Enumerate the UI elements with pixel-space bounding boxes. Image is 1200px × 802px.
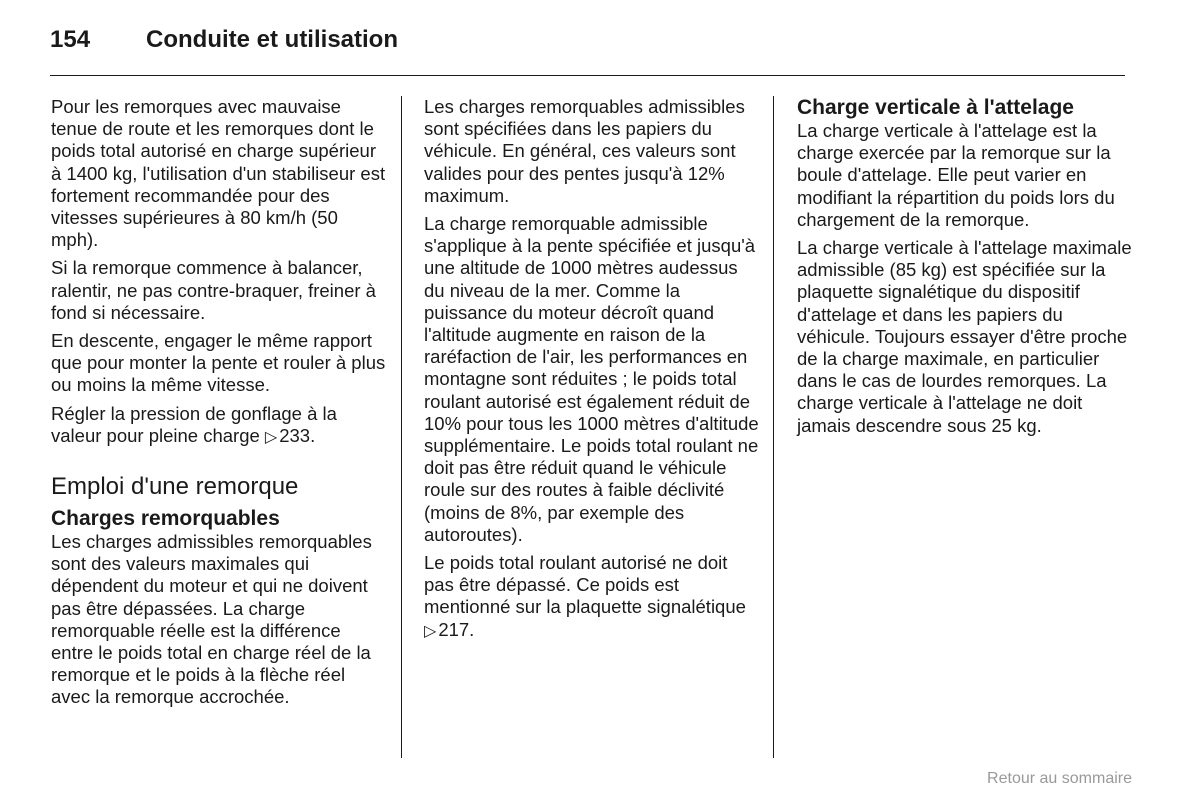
column-divider (773, 96, 774, 758)
column-2 (424, 96, 759, 649)
paragraph (51, 403, 386, 449)
paragraph: Si la remorque commence à balancer, ralentir, ne pas contre-braquer, freiner à fond si nécessaire. (51, 257, 376, 323)
paragraph: En descente, engager le même rapport que pour monter la pente et rouler à plus ou moins la même vitesse. (51, 330, 386, 396)
column-divider (401, 96, 402, 758)
page-title: Conduite et utilisation (146, 26, 398, 53)
page-reference-link[interactable]: 233. (279, 424, 316, 446)
header-divider (50, 75, 1125, 76)
paragraph: Les charges remorquables admissibles sont spécifiées dans les papiers du véhicule. En général, ces valeurs sont valides pour des pentes jusqu'à 12% maximum. (424, 96, 745, 206)
paragraph: Les charges admissibles remorquables sont des valeurs maximales qui dépendent du moteur et qui ne doivent pas être dépassées. La charge remorquable réelle est la différence entre le poids total en charge réel de la remorque et le poids à la flèche réel avec la remorque accrochée. (51, 531, 372, 708)
column-1 (51, 96, 386, 715)
paragraph: La charge verticale à l'attelage maximale admissible (85 kg) est spécifiée sur la plaquette signalétique du dispositif d'attelage et dans les papiers du véhicule. Toujours essayer d'être proche de la charge maximale, en particulier dans le cas de lourdes remorques. La charge verticale à l'attelage ne doit jamais descendre sous 25 kg. (797, 237, 1132, 436)
paragraph (424, 552, 759, 643)
paragraph: La charge remorquable admissible s'applique à la pente spécifiée et jusqu'à une altitude de 1000 mètres audessus du niveau de la mer. Comme la puissance du moteur décroît quand l'altitude augmente en raison de la raréfaction de l'air, les performances en montagne sont réduites ; le poids total roulant autorisé est également réduit de 10% pour tous les 1000 mètres d'altitude supplémentaire. Le poids total roulant ne doit pas être réduit quand le véhicule roule sur des routes à faible déclivité (moins de 8%, par exemple des autoroutes). (424, 213, 759, 545)
sub-heading: Charge verticale à l'attelage (797, 96, 1074, 119)
section-heading: Emploi d'une remorque (51, 473, 299, 501)
sub-heading: Charges remorquables (51, 507, 280, 531)
reference-arrow-icon: ▷ (424, 622, 437, 640)
paragraph-text: Régler la pression de gonflage à la valeur pour pleine charge (51, 402, 337, 446)
reference-arrow-icon: ▷ (264, 428, 278, 446)
back-to-contents-link[interactable]: Retour au sommaire (987, 770, 1132, 787)
page-reference-link[interactable]: 217. (438, 618, 475, 640)
paragraph-text: Le poids total roulant autorisé ne doit pas être dépassé. Ce poids est mentionné sur la plaquette signalétique (424, 552, 746, 618)
column-3 (797, 96, 1132, 443)
page-number: 154 (50, 26, 91, 53)
paragraph: Pour les remorques avec mauvaise tenue de route et les remorques dont le poids total autorisé en charge supérieur à 1400 kg, l'utilisation d'un stabiliseur est fortement recommandée pour des vitesses supérieures à 80 km/h (50 mph). (51, 96, 386, 251)
paragraph: La charge verticale à l'attelage est la charge exercée par la remorque sur la boule d'attelage. Elle peut varier en modifiant la répartition du poids lors du chargement de la remorque. (797, 120, 1115, 230)
